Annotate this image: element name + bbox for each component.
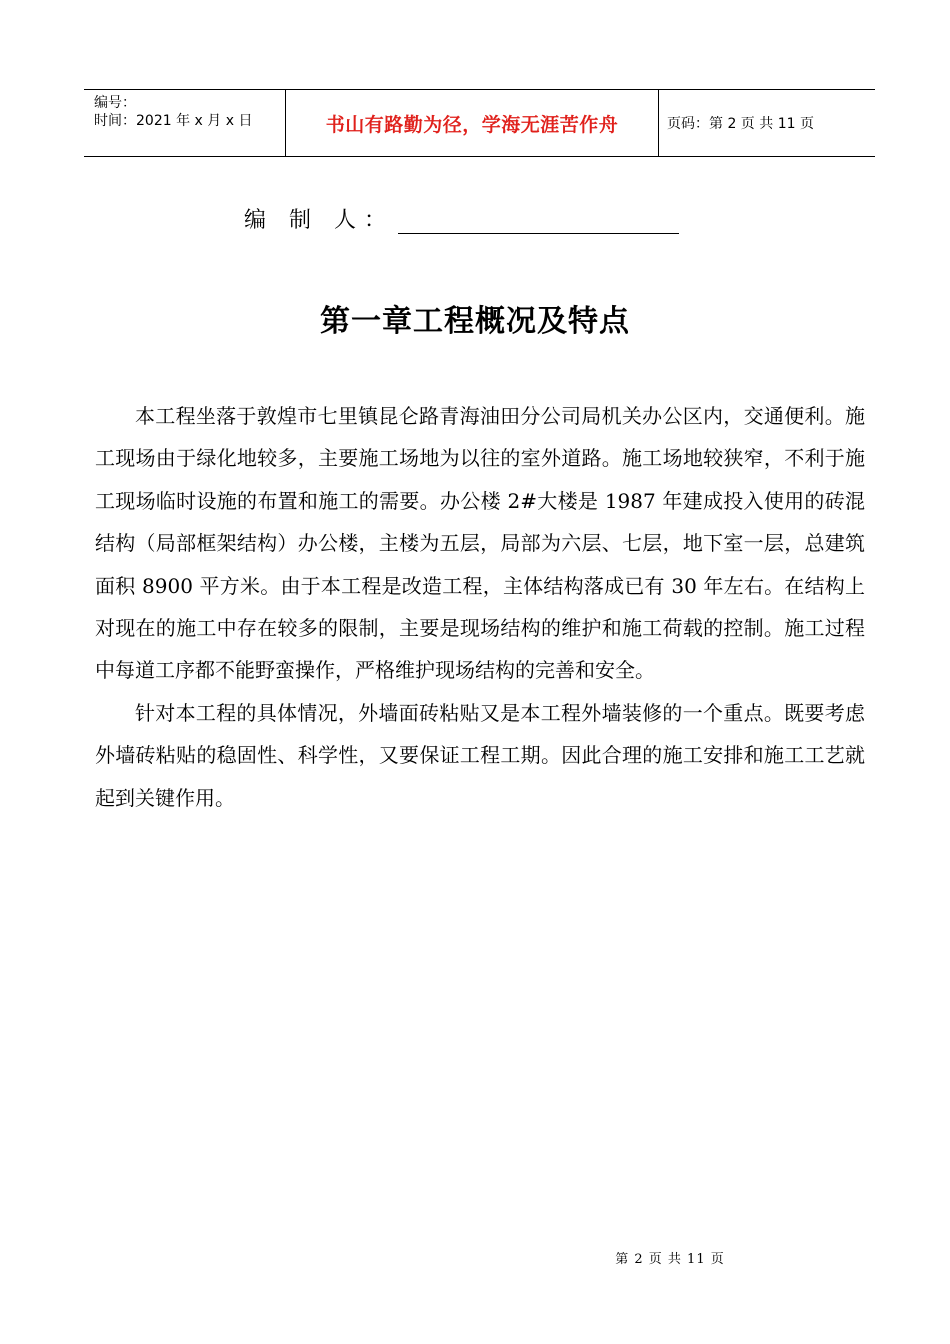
paragraph: 本工程坐落于敦煌市七里镇昆仑路青海油田分公司局机关办公区内，交通便利。施工现场由于绿化地较多，主要施工场地为以往的室外道路。施工场地较狭窄，不利于施工现场临时设施的布置和施工的需要。办公楼 2#大楼是 1987 年建成投入使用的砖混结构（局部框架结构）办公楼，主楼为五层，局部为六层、七层，地下室一层，总建筑面积 8900 平方米。由于本工程是改造工程，主体结构落成已有 30 年左右。在结构上对现在的施工中存在较多的限制，主要是现场结构的维护和施工荷载的控制。施工过程中每道工序都不能野蛮操作，严格维护现场结构的完善和安全。 bbox=[95, 404, 865, 683]
header-motto: 书山有路勤为径，学海无涯苦作舟 bbox=[286, 90, 659, 156]
compiler-label: 编 制 人： bbox=[244, 208, 394, 233]
header-meta bbox=[84, 90, 286, 156]
document-time-label: 时间：2021 年 x 月 x 日 bbox=[94, 113, 253, 129]
chapter-title: 第一章工程概况及特点 bbox=[320, 304, 630, 339]
page-footer: 第 2 页 共 11 页 bbox=[615, 1252, 725, 1267]
compiler-field bbox=[244, 203, 679, 234]
paragraph: 针对本工程的具体情况，外墙面砖粘贴又是本工程外墙装修的一个重点。既要考虑外墙砖粘贴的稳固性、科学性，又要保证工程工期。因此合理的施工安排和施工工艺就起到关键作用。 bbox=[95, 700, 865, 810]
compiler-signature-line bbox=[398, 207, 679, 234]
body-text bbox=[95, 395, 865, 819]
header-page-info: 页码：第 2 页 共 11 页 bbox=[667, 116, 814, 132]
document-number-label: 编号： bbox=[94, 95, 136, 111]
document-header bbox=[84, 89, 875, 157]
